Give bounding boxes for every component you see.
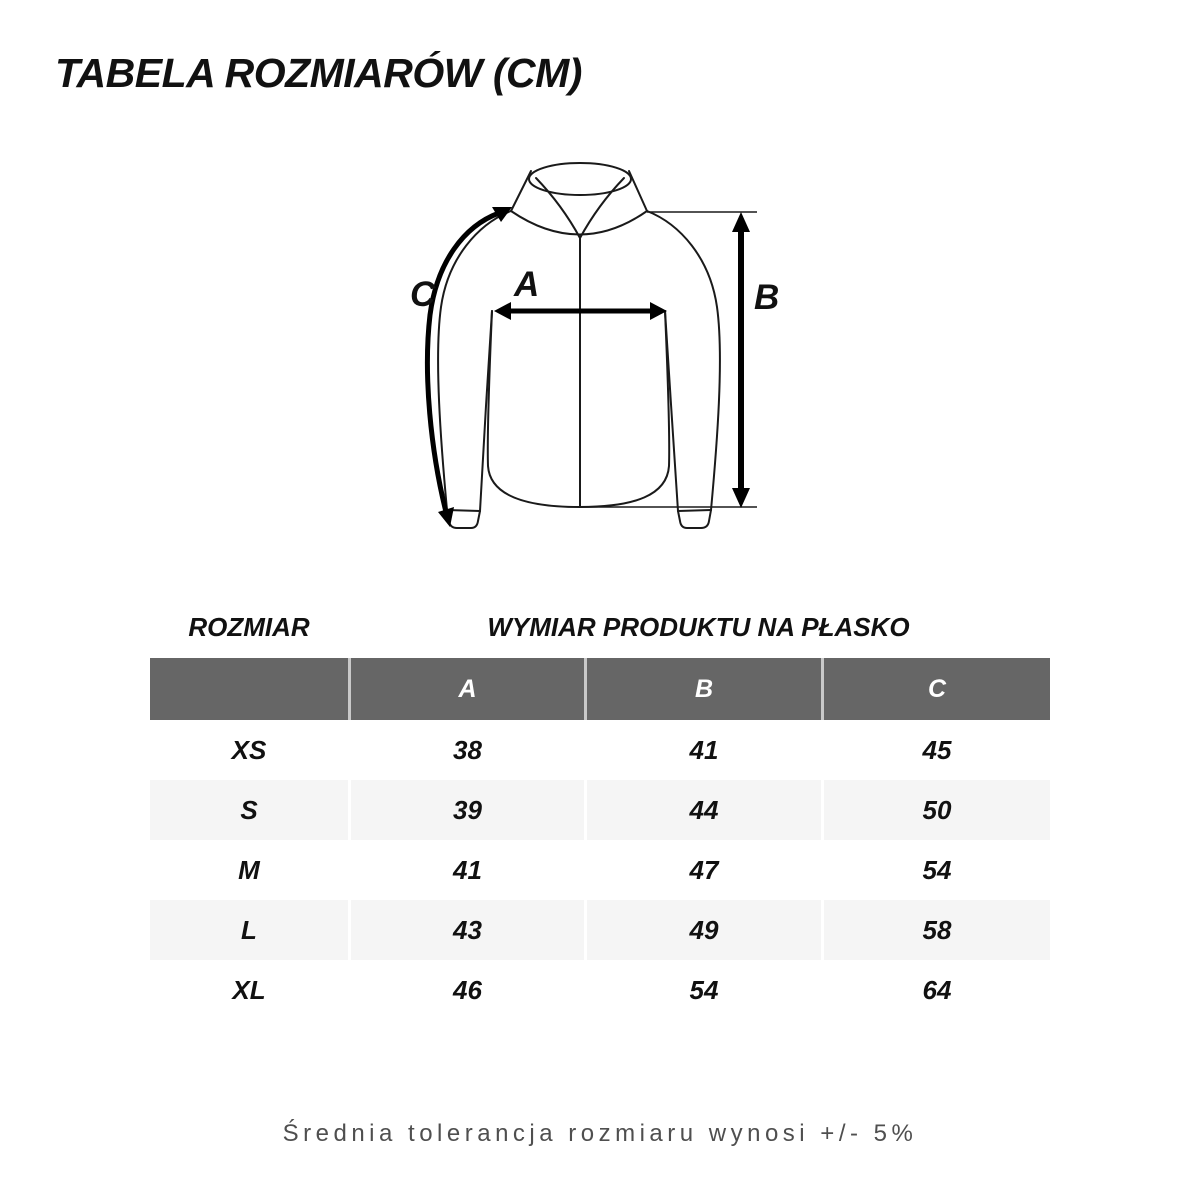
page-title: TABELA ROZMIARÓW (CM) [55,50,582,96]
arrowhead-left-icon [494,302,511,320]
value-b: 54 [689,974,719,1005]
size-table [150,658,1050,1020]
value-a: 39 [351,780,584,840]
size-label: XS [231,734,267,765]
size-label: XL [232,974,266,1005]
measure-label-a: A [514,265,540,304]
body-right-hem [580,311,669,507]
table-row [150,840,1050,900]
arrow-b [732,212,750,508]
value-b: 49 [587,900,821,960]
size-column-caption: ROZMIAR [188,612,310,642]
tolerance-note: Średnia tolerancja rozmiaru wynosi +/- 5% [282,1120,918,1147]
jacket-outline [438,163,720,528]
header-cell-empty [150,658,348,720]
table-header-row [150,658,1050,720]
header-cell-b: B [587,658,821,720]
right-sleeve-outer [647,211,720,510]
vneck-right [580,178,624,238]
value-b: 47 [689,854,719,885]
garment-measurement-diagram [400,145,800,565]
value-c: 64 [922,974,952,1005]
value-b: 44 [587,780,821,840]
collar-right-edge [629,171,647,211]
arrowhead-cuff-icon [438,507,454,527]
body-left-hem [488,311,580,507]
header-cell-a: A [351,658,584,720]
right-cuff-seam [678,510,711,511]
size-label: L [150,900,348,960]
header-cell-c: C [824,658,1050,720]
value-a: 43 [351,900,584,960]
measure-label-c: C [410,275,436,314]
right-cuff [678,510,711,528]
neckline [511,211,647,235]
value-c: 58 [824,900,1050,960]
value-a: 38 [453,734,482,765]
measurements-caption: WYMIAR PRODUKTU NA PŁASKO [487,612,910,642]
value-b: 41 [689,734,719,765]
size-label: M [238,854,260,885]
collar-opening [529,163,631,195]
value-c: 50 [824,780,1050,840]
value-a: 46 [453,974,482,1005]
arrowhead-up-icon [732,212,750,232]
value-c: 45 [922,734,952,765]
measure-label-b: B [754,278,780,317]
size-label: S [150,780,348,840]
collar-left-edge [511,171,531,211]
arrow-c [427,207,512,527]
table-row [150,960,1050,1020]
table-row [150,720,1050,780]
table-row [150,780,1050,840]
vneck-left [536,178,580,238]
value-a: 41 [453,854,482,885]
arrowhead-down-icon [732,488,750,508]
table-row [150,900,1050,960]
value-c: 54 [922,854,952,885]
